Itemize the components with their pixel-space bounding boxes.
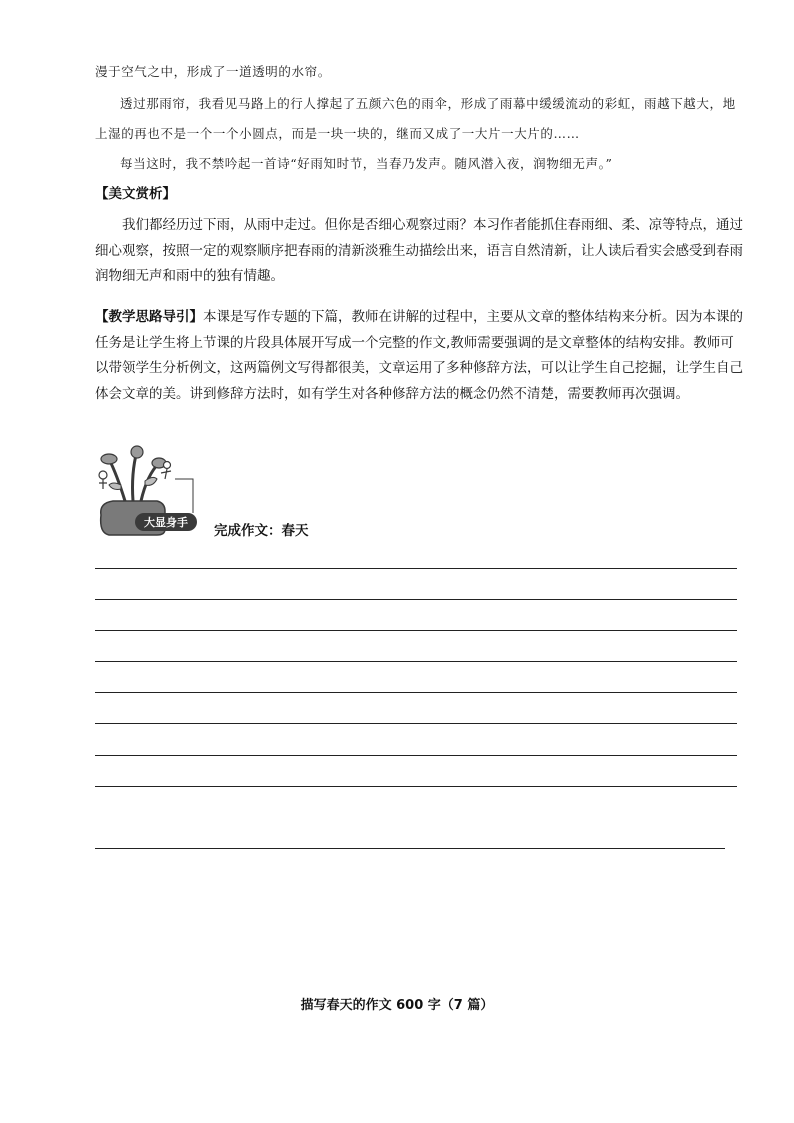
writing-line[interactable] [95, 661, 737, 662]
essay-line-top: 漫于空气之中，形成了一道透明的水帘。 [95, 64, 331, 79]
plant-illustration-icon [95, 445, 205, 537]
appreciation-text: 我们都经历过下雨，从雨中走过。但你是否细心观察过雨？本习作者能抓住春雨细、柔、凉等特点，通过细心观察，按照一定的观察顺序把春雨的清新淡雅生动描绘出来，语言自然清新，让人读后看实会感受到春雨润物细无声和雨中的独有情趣。 [95, 217, 743, 284]
teaching-guide [95, 305, 745, 407]
essay-paragraph-3: 每当这时，我不禁吟起一首诗“好雨知时节，当春乃发声。随风潜入夜，润物细无声。” [120, 156, 613, 171]
writing-line[interactable] [95, 599, 737, 600]
appreciation-heading: 【美文赏析】 [95, 186, 176, 202]
writing-line[interactable] [95, 723, 737, 724]
writing-line[interactable] [95, 568, 737, 569]
teaching-guide-text: 本课是写作专题的下篇，教师在讲解的过程中，主要从文章的整体结构来分析。因为本课的任务是让学生将上节课的片段具体展开写成一个完整的作文,教师需要强调的是文章整体的结构安排。教师可以带领学生分析例文，这两篇例文写得都很美，文章运用了多种修辞方法，可以让学生自己挖掘，让学生自己体会文章的美。讲到修辞方法时，如有学生对各种修辞方法的概念仍然不清楚，需要教师再次强调。 [95, 309, 743, 402]
writing-line[interactable] [95, 692, 737, 693]
essay-excerpt [95, 57, 745, 179]
badge-label: 大显身手 [144, 516, 188, 529]
writing-line[interactable] [95, 630, 737, 631]
essay-paragraph-2: 透过那雨帘，我看见马路上的行人撑起了五颜六色的雨伞，形成了雨幕中缓缓流动的彩虹，雨越下越大，地上湿的再也不是一个一个小圆点，而是一块一块的，继而又成了一大片一大片的…… [95, 96, 736, 141]
writing-line[interactable] [95, 755, 737, 756]
section-title: 描写春天的作文 600 字（7 篇） [300, 998, 494, 1013]
show-skills-badge [95, 445, 205, 537]
task-title: 完成作文：春天 [214, 523, 309, 539]
teaching-guide-label: 【教学思路导引】 [95, 309, 203, 325]
writing-line[interactable] [95, 848, 725, 849]
writing-line[interactable] [95, 786, 737, 787]
